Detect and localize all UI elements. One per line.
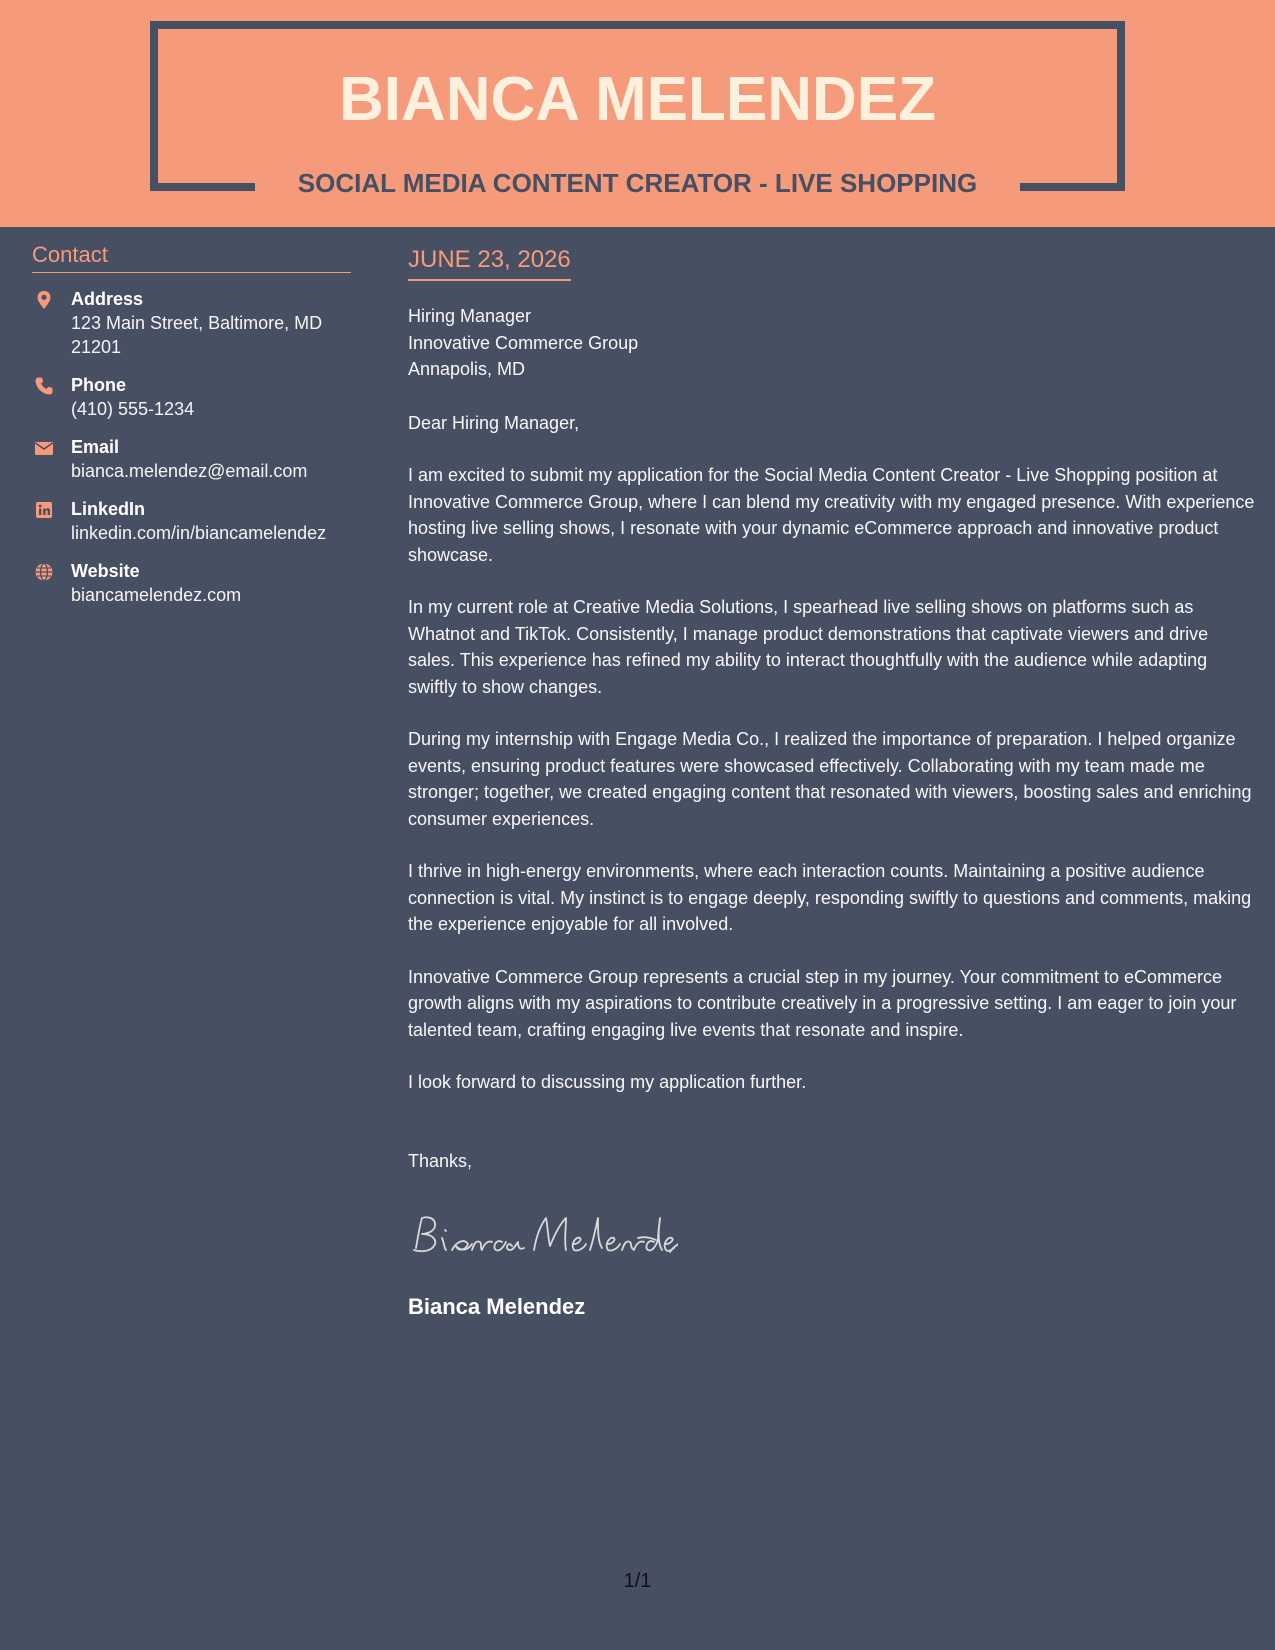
body-paragraph: I thrive in high-energy environments, where each interaction counts. Maintaining a positive audience connection is vital. My instinct is to engage deeply, responding swiftly to questions and comments, making the experience enjoyable for all involved.	[408, 861, 1252, 934]
phone-icon	[34, 376, 54, 396]
contact-website	[32, 559, 351, 607]
applicant-name: BIANCA MELENDEZ	[338, 65, 937, 134]
recipient-location: Annapolis, MD	[408, 359, 526, 379]
website-link[interactable]: biancamelendez.com	[71, 585, 242, 605]
contact-email	[32, 435, 351, 483]
email-link[interactable]: bianca.melendez@email.com	[71, 461, 308, 481]
page-number: 1/1	[623, 1570, 652, 1592]
body-paragraph: I look forward to discussing my application further.	[408, 1072, 807, 1092]
map-pin-icon	[34, 290, 54, 310]
contact-heading: Contact	[32, 240, 351, 273]
contact-linkedin	[32, 497, 351, 545]
envelope-icon	[34, 438, 54, 458]
linkedin-icon	[34, 500, 54, 520]
body-paragraph: In my current role at Creative Media Solutions, I spearhead live selling shows on platforms such as Whatnot and TikTok. Consistently, I manage product demonstrations that captivate viewers and drive sales. This experience has refined my ability to interact thoughtfully with the audience while adapting swiftly to show changes.	[408, 597, 1209, 697]
contact-address	[32, 287, 351, 359]
recipient-title: Hiring Manager	[408, 306, 532, 326]
body-paragraph: I am excited to submit my application for the Social Media Content Creator - Live Shopping position at Innovative Commerce Group, where I can blend my creativity with my engaged presence. With experience hosting live selling shows, I resonate with your dynamic eCommerce approach and innovative product showcase.	[408, 465, 1255, 565]
contact-label: Website	[71, 561, 140, 581]
contact-label: LinkedIn	[71, 499, 146, 519]
job-title: SOCIAL MEDIA CONTENT CREATOR - LIVE SHOPPING	[297, 168, 978, 198]
recipient-block	[408, 303, 1256, 383]
contact-phone	[32, 373, 351, 421]
salutation: Dear Hiring Manager,	[408, 412, 580, 433]
letter-date: JUNE 23, 2026	[408, 244, 571, 281]
recipient-company: Innovative Commerce Group	[408, 332, 639, 353]
phone-value: (410) 555-1234	[71, 399, 195, 419]
contact-label: Address	[71, 289, 144, 309]
closing: Thanks,	[408, 1150, 473, 1171]
letter-body	[408, 244, 1256, 1320]
body-paragraph: During my internship with Engage Media Co., I realized the importance of preparation. I helped organize events, ensuring product features were showcased effectively. Collaborating with my team made me stronger; together, we created engaging content that resonated with viewers, boosting sales and enriching consumer experiences.	[408, 729, 1252, 829]
header-banner	[0, 0, 1275, 227]
contact-label: Email	[71, 437, 120, 457]
contact-sidebar	[32, 240, 351, 607]
address-value: 123 Main Street, Baltimore, MD 21201	[71, 313, 323, 357]
contact-label: Phone	[71, 375, 127, 395]
body-paragraph: Innovative Commerce Group represents a crucial step in my journey. Your commitment to eCommerce growth aligns with my aspirations to contribute creatively in a progressive setting. I am eager to join your talented team, crafting engaging live events that resonate and inspire.	[408, 966, 1237, 1040]
globe-icon	[34, 562, 54, 582]
signer-name: Bianca Melendez	[408, 1293, 586, 1319]
handwritten-signature	[408, 1208, 678, 1264]
linkedin-link[interactable]: linkedin.com/in/biancamelendez	[71, 523, 327, 543]
